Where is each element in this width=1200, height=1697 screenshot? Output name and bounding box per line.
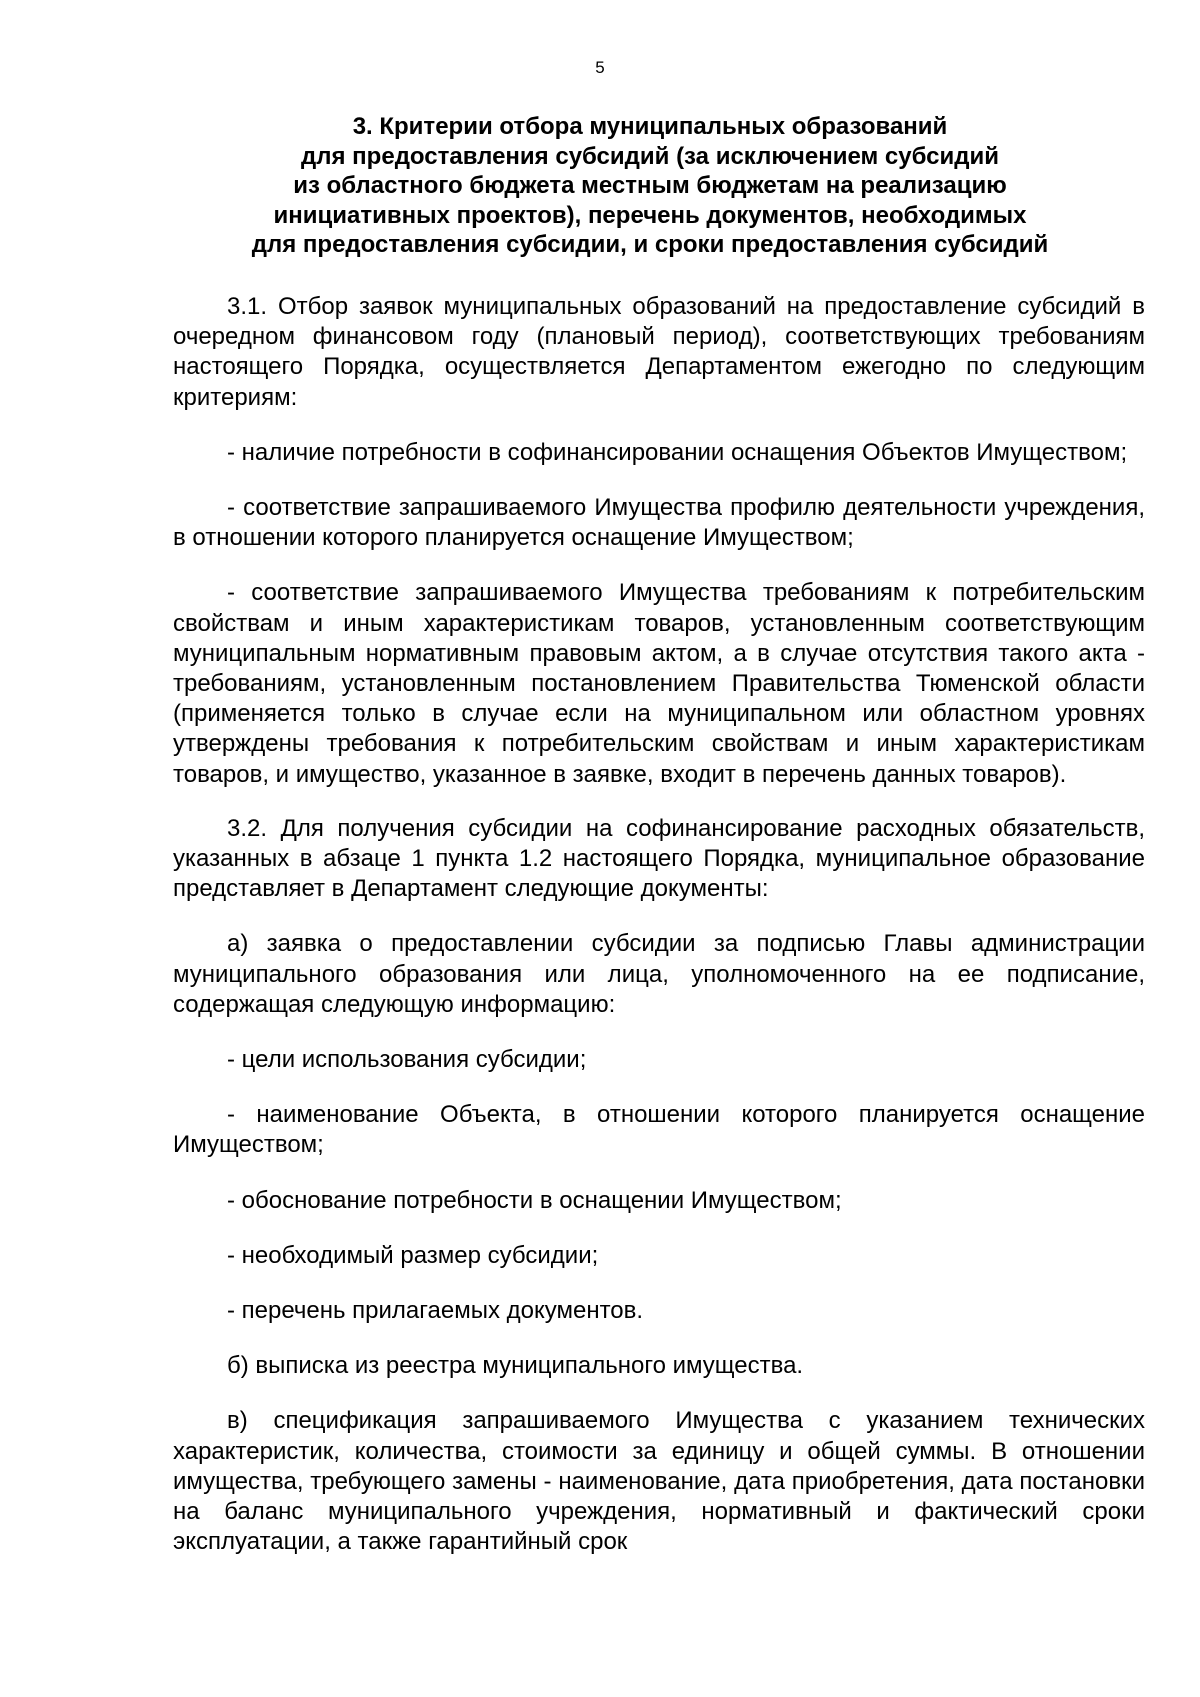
info-item: - наименование Объекта, в отношении которого планируется оснащение Имуществом; (173, 1101, 1145, 1159)
criterion-item: - соответствие запрашиваемого Имущества профилю деятельности учреждения, в отношении которого планируется оснащение Имуществом; (173, 494, 1145, 552)
heading-line: для предоставления субсидий (за исключением субсидий (301, 142, 999, 170)
heading-line: для предоставления субсидии, и сроки предоставления субсидий (251, 231, 1049, 259)
heading-line: 3. Критерии отбора муниципальных образований (352, 113, 948, 140)
heading-line: инициативных проектов), перечень документов, необходимых (273, 201, 1027, 229)
document-item-b: б) выписка из реестра муниципального имущества. (227, 1352, 804, 1380)
info-item: - цели использования субсидии; (227, 1046, 587, 1074)
criterion-item: - соответствие запрашиваемого Имущества требованиям к потребительским свойствам и иным характеристикам товаров, установленным соответствующим муниципальным нормативным правовым актом, а в случае отсутствия такого акта - требованиям, установленным постановлением Правительства Тюменской области (применяется только в случае если на муниципальном или областном уровнях утверждены требования к потребительским свойствам и иным характеристикам товаров, и имущество, указанное в заявке, входит в перечень данных товаров). (173, 579, 1145, 788)
info-item: - перечень прилагаемых документов. (227, 1297, 644, 1325)
document-item-v: в) спецификация запрашиваемого Имущества с указанием технических характеристик, количества, стоимости за единицу и общей суммы. В отношении имущества, требующего замены - наименование, дата приобретения, дата постановки на баланс муниципального учреждения, нормативный и фактический сроки эксплуатации, а также гарантийный срок (173, 1407, 1145, 1556)
heading-line: из областного бюджета местным бюджетам на реализацию (293, 172, 1007, 200)
paragraph-3-2: 3.2. Для получения субсидии на софинансирование расходных обязательств, указанных в абзаце 1 пункта 1.2 настоящего Порядка, муниципальное образование представляет в Департамент следующие документы: (173, 814, 1145, 903)
paragraph-3-1: 3.1. Отбор заявок муниципальных образований на предоставление субсидий в очередном финансовом году (плановый период), соответствующих требованиям настоящего Порядка, осуществляется Департаментом ежегодно по следующим критериям: (173, 293, 1145, 411)
document-item-a: а) заявка о предоставлении субсидии за подписью Главы администрации муниципального образования или лица, уполномоченного на ее подписание, содержащая следующую информацию: (173, 930, 1145, 1018)
section-heading (200, 112, 1100, 260)
document-body (173, 292, 1145, 1558)
page-number: 5 (595, 58, 605, 77)
info-item: - обоснование потребности в оснащении Имуществом; (227, 1186, 842, 1214)
info-item: - необходимый размер субсидии; (227, 1241, 599, 1269)
criterion-item: - наличие потребности в софинансировании оснащения Объектов Имуществом; (227, 438, 1128, 466)
